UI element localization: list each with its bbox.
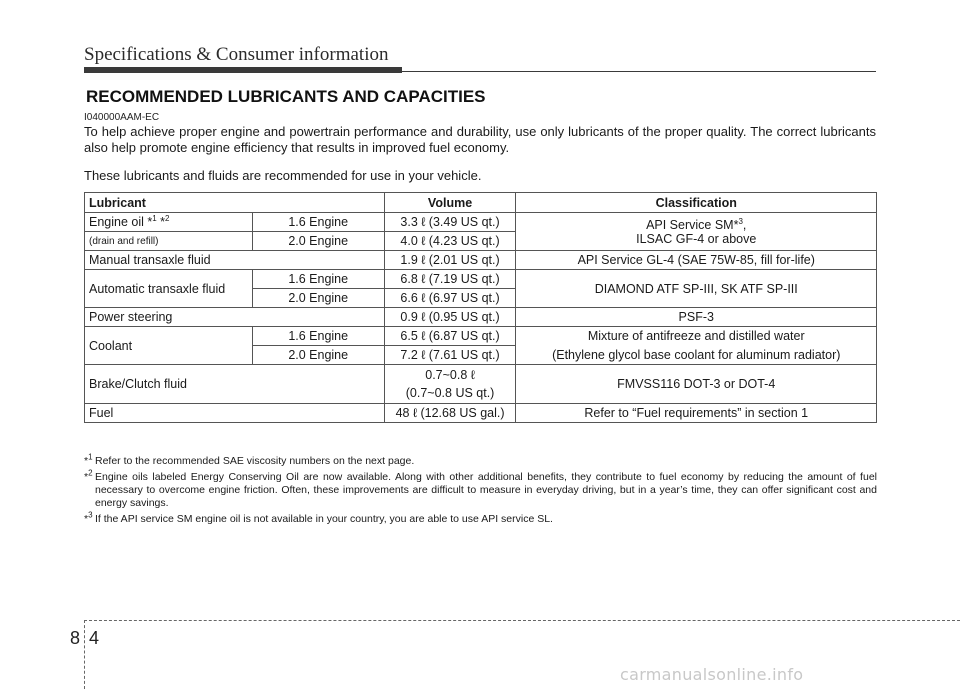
automatic-engine-2: 2.0 Engine <box>252 289 384 308</box>
brake-label: Brake/Clutch fluid <box>85 365 385 404</box>
engine-oil-label: Engine oil *$^1$ *$^2$ <box>85 213 253 232</box>
coolant-label: Coolant <box>85 327 253 365</box>
automatic-label: Automatic transaxle fluid <box>85 270 253 308</box>
header-rule <box>84 71 876 72</box>
footnotes <box>84 452 877 529</box>
section-title: RECOMMENDED LUBRICANTS AND CAPACITIES <box>86 87 486 106</box>
manual-label: Manual transaxle fluid <box>85 251 385 270</box>
brake-volume: 0.7~0.8 ℓ (0.7~0.8 US qt.) <box>384 365 516 404</box>
header-volume: Volume <box>384 193 516 213</box>
power-steering-classification: PSF-3 <box>516 308 877 327</box>
header-lubricant: Lubricant <box>85 193 385 213</box>
manual-classification: API Service GL-4 (SAE 75W-85, fill for-life) <box>516 251 877 270</box>
brake-classification: FMVSS116 DOT-3 or DOT-4 <box>516 365 877 404</box>
table-header-row <box>85 193 877 213</box>
header-classification: Classification <box>516 193 877 213</box>
table-row <box>85 270 877 289</box>
watermark: carmanualsonline.info <box>620 665 804 684</box>
automatic-volume-2: 6.6 ℓ (6.97 US qt.) <box>384 289 516 308</box>
section-code: I040000AAM-EC <box>84 112 160 123</box>
table-row <box>85 404 877 423</box>
table-row <box>85 308 877 327</box>
coolant-classification-2: (Ethylene glycol base coolant for aluminum radiator) <box>516 346 877 365</box>
footer-rule <box>84 620 960 621</box>
engine-oil-volume-2: 4.0 ℓ (4.23 US qt.) <box>384 232 516 251</box>
manual-volume: 1.9 ℓ (2.01 US qt.) <box>384 251 516 270</box>
engine-oil-engine-1: 1.6 Engine <box>252 213 384 232</box>
power-steering-volume: 0.9 ℓ (0.95 US qt.) <box>384 308 516 327</box>
table-row <box>85 251 877 270</box>
footnote-1: *$^1$ Refer to the recommended SAE viscosity numbers on the next page. <box>84 452 415 467</box>
table-row <box>85 213 877 232</box>
chapter-number: 8 <box>70 628 81 648</box>
automatic-classification: DIAMOND ATF SP-III, SK ATF SP-III <box>516 270 877 308</box>
fuel-volume: 48 ℓ (12.68 US gal.) <box>384 404 516 423</box>
coolant-classification-1: Mixture of antifreeze and distilled water <box>516 327 877 346</box>
coolant-volume-2: 7.2 ℓ (7.61 US qt.) <box>384 346 516 365</box>
fuel-classification: Refer to “Fuel requirements” in section 1 <box>516 404 877 423</box>
engine-oil-classification: API Service SM*$^3$, ILSAC GF-4 or above <box>516 213 877 251</box>
intro-paragraph: To help achieve proper engine and powertrain performance and durability, use only lubricants of the proper quality. The correct lubricants also help promote engine efficiency that results in improved fuel economy. <box>84 124 876 155</box>
table-row <box>85 327 877 346</box>
power-steering-label: Power steering <box>85 308 385 327</box>
fuel-label: Fuel <box>85 404 385 423</box>
engine-oil-sub: (drain and refill) <box>85 232 253 251</box>
lubricants-table <box>84 192 877 423</box>
footnote-3: *$^3$ If the API service SM engine oil is not available in your country, you are able to use API service SL. <box>84 510 553 525</box>
header-bar <box>84 67 402 73</box>
engine-oil-engine-2: 2.0 Engine <box>252 232 384 251</box>
coolant-engine-2: 2.0 Engine <box>252 346 384 365</box>
footnote-2: *$^2$ Engine oils labeled Energy Conserving Oil are now available. Along with other additional benefits, they contribute to fuel economy by reducing the amount of fuel necessary to overcome engine friction. Often, these improvements are difficult to measure in everyday driving, but in a year’s time, they can offer significant cost and energy savings. <box>84 468 877 509</box>
footer-divider <box>84 620 85 689</box>
page-number: 4 <box>89 628 100 648</box>
coolant-volume-1: 6.5 ℓ (6.87 US qt.) <box>384 327 516 346</box>
table-row <box>85 365 877 404</box>
intro-sentence: These lubricants and fluids are recommended for use in your vehicle. <box>84 168 482 183</box>
header-title: Specifications & Consumer information <box>84 44 389 65</box>
automatic-volume-1: 6.8 ℓ (7.19 US qt.) <box>384 270 516 289</box>
coolant-engine-1: 1.6 Engine <box>252 327 384 346</box>
automatic-engine-1: 1.6 Engine <box>252 270 384 289</box>
engine-oil-volume-1: 3.3 ℓ (3.49 US qt.) <box>384 213 516 232</box>
